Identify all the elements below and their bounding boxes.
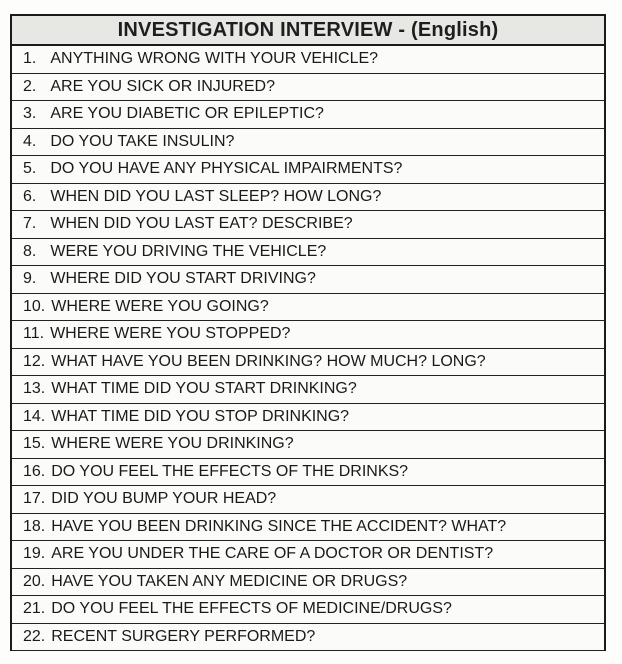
question-row	[12, 514, 604, 542]
question-text: WHEN DID YOU LAST EAT? DESCRIBE?	[50, 215, 353, 233]
question-row	[12, 541, 604, 569]
question-row	[12, 321, 604, 349]
question-number: 13.	[23, 380, 46, 398]
question-number: 16.	[23, 462, 46, 480]
question-row	[12, 74, 604, 102]
question-text: WHERE WERE YOU DRINKING?	[51, 435, 294, 453]
question-number: 9.	[23, 270, 37, 288]
question-text: DO YOU TAKE INSULIN?	[50, 132, 235, 150]
question-text: ANYTHING WRONG WITH YOUR VEHICLE?	[50, 50, 379, 68]
question-number: 10.	[23, 297, 46, 315]
question-text: WHERE WERE YOU GOING?	[51, 297, 269, 315]
question-number: 22.	[23, 627, 46, 645]
question-row	[12, 156, 604, 184]
question-number: 21.	[23, 600, 46, 618]
question-row	[12, 569, 604, 597]
question-text: ARE YOU SICK OR INJURED?	[50, 77, 275, 95]
question-row	[12, 184, 604, 212]
question-row	[12, 129, 604, 157]
question-number: 12.	[23, 352, 46, 370]
question-row	[12, 211, 604, 239]
question-number: 4.	[23, 132, 37, 150]
question-text: WERE YOU DRIVING THE VEHICLE?	[50, 242, 327, 260]
question-text: WHAT HAVE YOU BEEN DRINKING? HOW MUCH? LONG?	[51, 352, 486, 370]
question-text: HAVE YOU TAKEN ANY MEDICINE OR DRUGS?	[51, 572, 408, 590]
question-text: DO YOU FEEL THE EFFECTS OF MEDICINE/DRUGS?	[51, 600, 452, 618]
question-row	[12, 101, 604, 129]
question-number: 8.	[23, 242, 37, 260]
question-text: WHERE WERE YOU STOPPED?	[50, 325, 291, 343]
question-number: 6.	[23, 187, 37, 205]
form-header	[12, 16, 604, 46]
question-text: WHAT TIME DID YOU START DRINKING?	[51, 380, 357, 398]
question-number: 5.	[23, 160, 37, 178]
question-number: 7.	[23, 215, 37, 233]
question-row	[12, 294, 604, 322]
question-number: 17.	[23, 490, 46, 508]
interview-form	[10, 14, 606, 651]
form-title: INVESTIGATION INTERVIEW - (English)	[117, 18, 499, 41]
question-row	[12, 376, 604, 404]
question-text: WHAT TIME DID YOU STOP DRINKING?	[51, 407, 350, 425]
question-row	[12, 431, 604, 459]
question-row	[12, 459, 604, 487]
question-row	[12, 486, 604, 514]
question-text: WHERE DID YOU START DRIVING?	[50, 270, 316, 288]
question-text: ARE YOU UNDER THE CARE OF A DOCTOR OR DENTIST?	[51, 545, 494, 563]
question-text: HAVE YOU BEEN DRINKING SINCE THE ACCIDENT? WHAT?	[51, 517, 507, 535]
question-text: ARE YOU DIABETIC OR EPILEPTIC?	[50, 105, 324, 123]
question-text: DID YOU BUMP YOUR HEAD?	[51, 490, 277, 508]
question-row	[12, 596, 604, 624]
question-number: 3.	[23, 105, 37, 123]
question-number: 1.	[23, 50, 37, 68]
question-number: 14.	[23, 407, 46, 425]
question-text: DO YOU HAVE ANY PHYSICAL IMPAIRMENTS?	[50, 160, 403, 178]
question-text: WHEN DID YOU LAST SLEEP? HOW LONG?	[50, 187, 382, 205]
question-number: 2.	[23, 77, 37, 95]
question-number: 11.	[23, 325, 45, 343]
question-row	[12, 349, 604, 377]
question-row	[12, 239, 604, 267]
question-row	[12, 46, 604, 74]
question-number: 19.	[23, 545, 46, 563]
question-row	[12, 624, 604, 652]
question-number: 20.	[23, 572, 46, 590]
question-number: 18.	[23, 517, 46, 535]
question-number: 15.	[23, 435, 46, 453]
question-text: RECENT SURGERY PERFORMED?	[51, 627, 316, 645]
question-row	[12, 266, 604, 294]
question-text: DO YOU FEEL THE EFFECTS OF THE DRINKS?	[51, 462, 409, 480]
question-list	[12, 46, 604, 651]
question-row	[12, 404, 604, 432]
